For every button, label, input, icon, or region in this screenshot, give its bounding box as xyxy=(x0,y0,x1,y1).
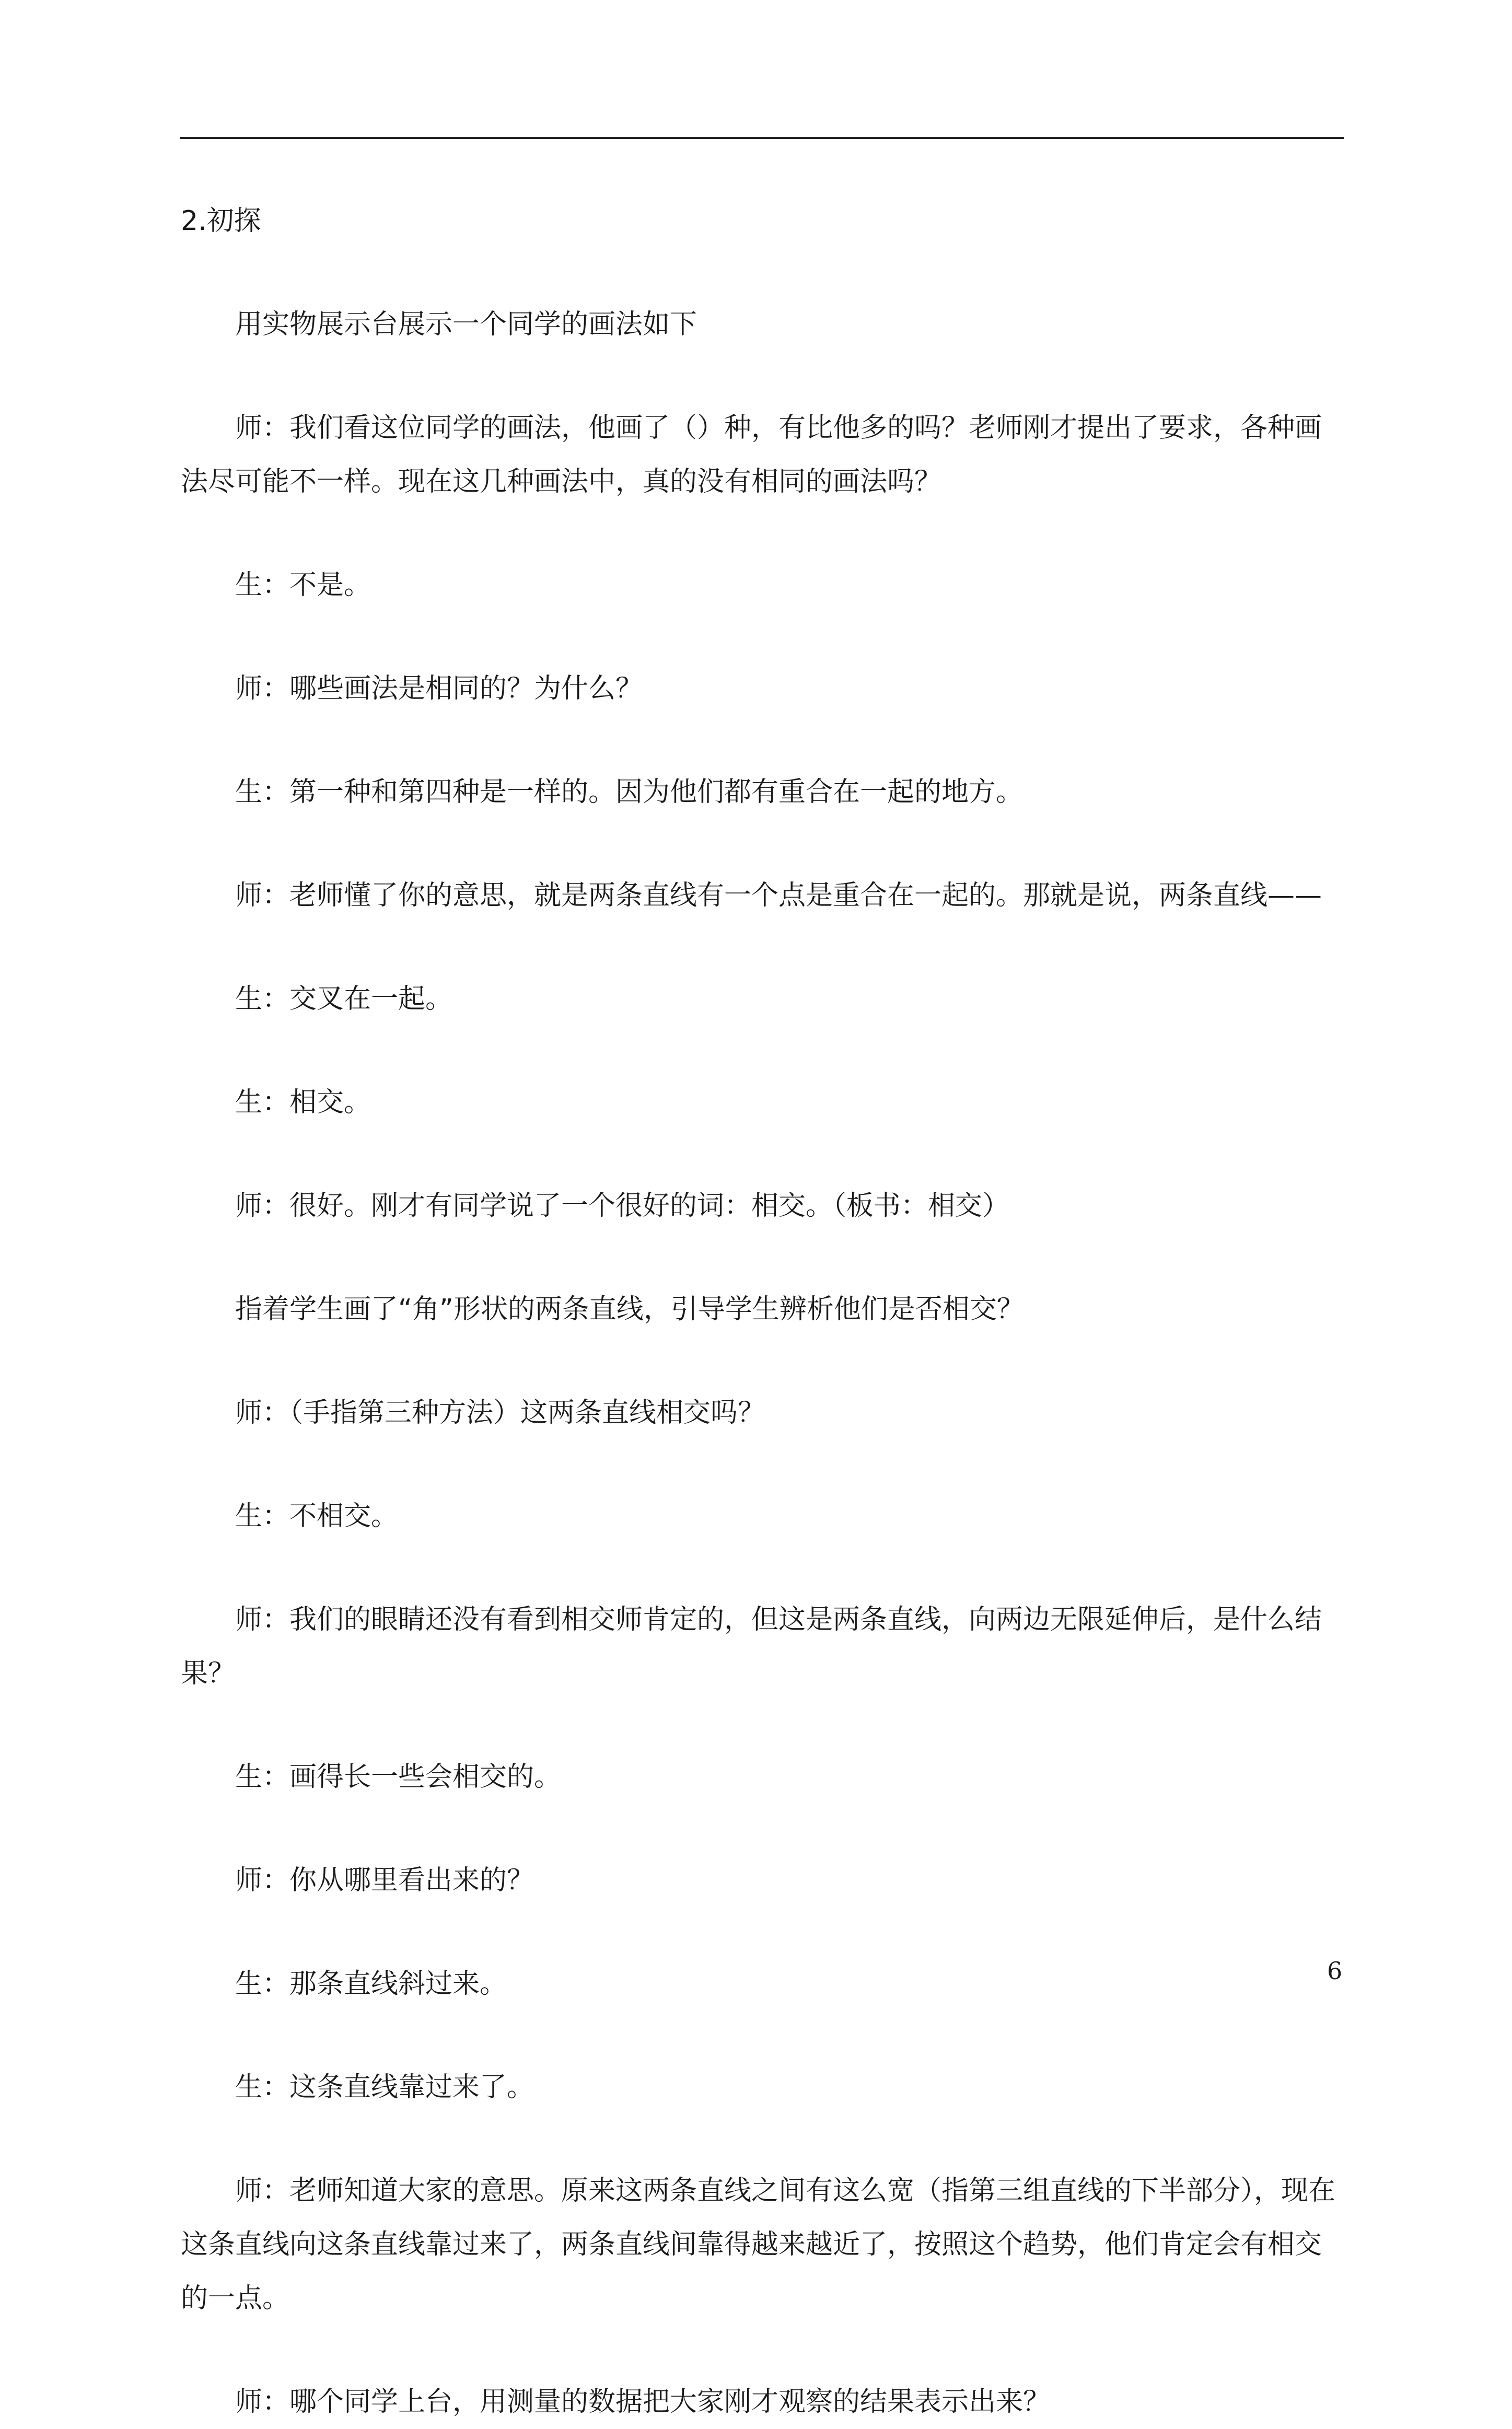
paragraph-4: 师：哪些画法是相同的？为什么？ xyxy=(235,673,643,704)
paragraph-8: 生：相交。 xyxy=(235,1087,371,1118)
paragraph-11: 师：（手指第三种方法）这两条直线相交吗？ xyxy=(235,1397,765,1428)
paragraph-6: 师：老师懂了你的意思，就是两条直线有一个点是重合在一起的。那就是说，两条直线—— xyxy=(235,880,1322,911)
paragraph-18: 师：老师知道大家的意思。原来这两条直线之间有这么宽（指第三组直线的下半部分），现在这条直线向这条直线靠过来了，两条直线间靠得越来越近了，按照这个趋势，他们肯定会有相交的一点。 xyxy=(181,2175,1336,2314)
paragraph-12: 生：不相交。 xyxy=(235,1501,399,1532)
paragraph-1: 用实物展示台展示一个同学的画法如下 xyxy=(235,309,697,340)
page-number: 6 xyxy=(1327,1957,1343,1985)
paragraph-9: 师：很好。刚才有同学说了一个很好的词：相交。（板书：相交） xyxy=(235,1190,1010,1222)
paragraph-19: 师：哪个同学上台，用测量的数据把大家刚才观察的结果表示出来？ xyxy=(235,2386,1051,2418)
paragraph-17: 生：这条直线靠过来了。 xyxy=(235,2072,534,2103)
paragraph-3: 生：不是。 xyxy=(235,570,371,601)
paragraph-14: 生：画得长一些会相交的。 xyxy=(235,1761,562,1793)
paragraph-13: 师：我们的眼睛还没有看到相交师肯定的，但这是两条直线，向两边无限延伸后，是什么结果？ xyxy=(181,1604,1322,1689)
paragraph-5: 生：第一种和第四种是一样的。因为他们都有重合在一起的地方。 xyxy=(235,776,1023,808)
paragraph-16: 生：那条直线斜过来。 xyxy=(235,1968,507,2000)
document-body xyxy=(181,194,1345,2429)
paragraph-15: 师：你从哪里看出来的？ xyxy=(235,1865,534,1896)
paragraph-10: 指着学生画了“角”形状的两条直线，引导学生辨析他们是否相交？ xyxy=(235,1294,1024,1325)
header-rule xyxy=(180,137,1344,139)
paragraph-7: 生：交叉在一起。 xyxy=(235,983,453,1015)
paragraph-2: 师：我们看这位同学的画法，他画了（）种，有比他多的吗？老师刚才提出了要求，各种画法尽可能不一样。现在这几种画法中，真的没有相同的画法吗？ xyxy=(181,412,1322,497)
section-heading: 2.初探 xyxy=(181,205,261,237)
